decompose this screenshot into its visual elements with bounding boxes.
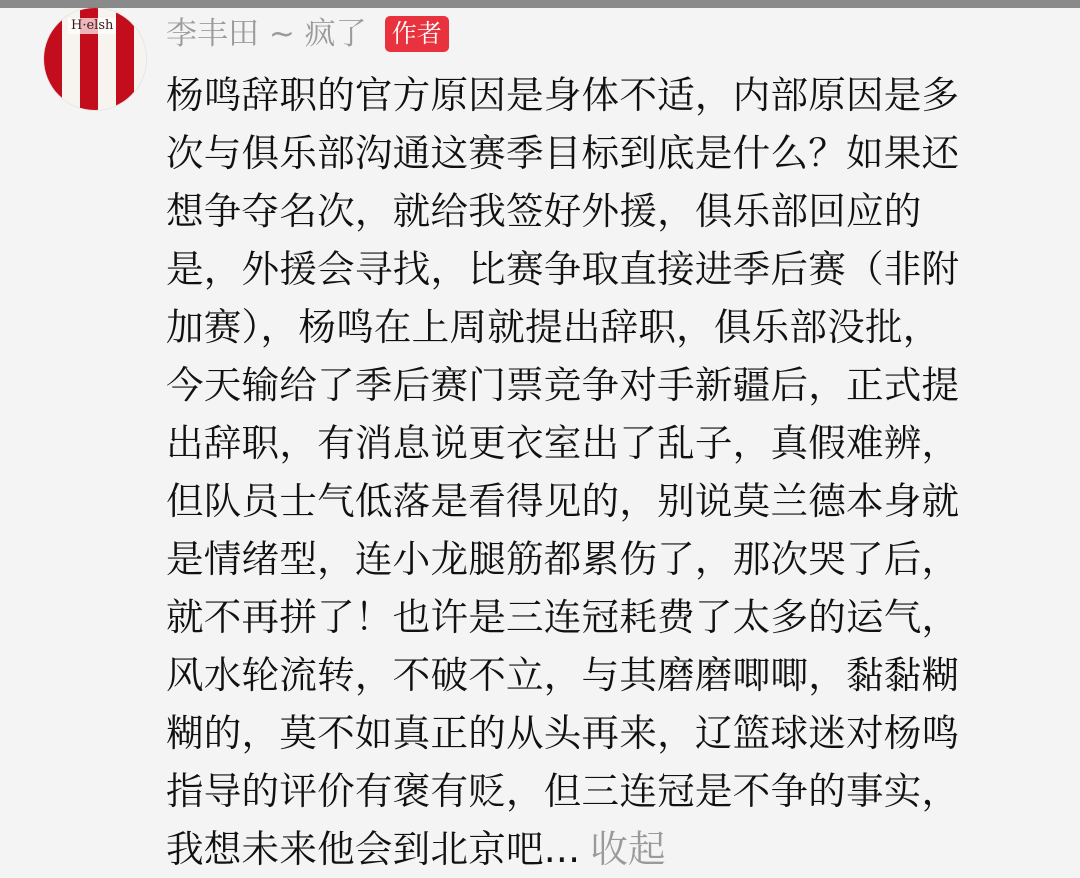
- comment-body: [166, 66, 1046, 878]
- comment-line: 出辞职，有消息说更衣室出了乱子，真假难辨，: [166, 421, 960, 465]
- username[interactable]: 李丰田 ~ 疯了: [166, 16, 367, 52]
- avatar[interactable]: [44, 8, 146, 110]
- top-divider: [0, 0, 1080, 8]
- comment-last-line: [166, 820, 1046, 878]
- comment-line: 杨鸣辞职的官方原因是身体不适，内部原因是多: [166, 73, 960, 117]
- comment-line: 是情绪型，连小龙腿筋都累伤了，那次哭了后，: [166, 537, 960, 581]
- comment-header: [166, 12, 449, 56]
- comment-line: 指导的评价有褒有贬，但三连冠是不争的事实，: [166, 769, 960, 813]
- comment-line: 糊的，莫不如真正的从头再来，辽篮球迷对杨鸣: [166, 711, 960, 755]
- comment-line: 但队员士气低落是看得见的，别说莫兰德本身就: [166, 479, 960, 523]
- comment-line: 今天输给了季后赛门票竞争对手新疆后，正式提: [166, 363, 960, 407]
- comment-line: 是，外援会寻找，比赛争取直接进季后赛（非附: [166, 247, 960, 291]
- author-badge: 作者: [385, 16, 449, 52]
- collapse-link[interactable]: 收起: [590, 827, 666, 871]
- comment-line: 风水轮流转，不破不立，与其磨磨唧唧，黏黏糊: [166, 653, 960, 697]
- comment-line: 就不再拼了！也许是三连冠耗费了太多的运气，: [166, 595, 960, 639]
- comment-line: 想争夺名次，就给我签好外援，俱乐部回应的: [166, 189, 922, 233]
- comment-line: 我想未来他会到北京吧...: [166, 827, 581, 871]
- comment-line: 加赛），杨鸣在上周就提出辞职，俱乐部没批，: [166, 305, 941, 349]
- comment-line: 次与俱乐部沟通这赛季目标到底是什么？如果还: [166, 131, 960, 175]
- avatar-logo-mark: H·elsh: [68, 18, 116, 34]
